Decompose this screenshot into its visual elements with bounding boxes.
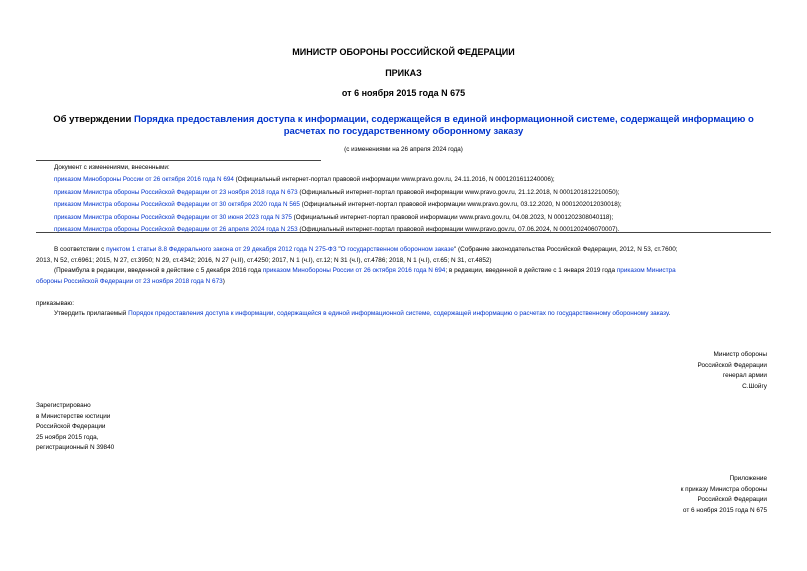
change-link[interactable]: приказом Министра обороны Российской Федерации от 30 октября 2020 года N 565	[54, 201, 300, 209]
law-title-link[interactable]: О государственном оборонном заказе	[340, 246, 454, 253]
change-link[interactable]: приказом Минобороны России от 26 октября 2016 года N 694	[54, 176, 234, 184]
changes-block	[54, 162, 794, 236]
preamble-note-cont: обороны Российской Федерации от 23 ноября 2018 года N 673)	[36, 277, 225, 285]
preamble-line2: 2013, N 52, ст.6961; 2015, N 27, ст.3950; N 29, ст.4342; 2016, N 27 (ч.II), ст.4250; 2017, N 1 (ч.I), ст.12; N 31 (ч.I), ст.4786; 2018, N 1 (ч.I), ст.65; N 31, ст.4852)	[36, 256, 492, 264]
order-word: приказываю:	[36, 300, 74, 307]
change-item: приказом Министра обороны Российской Федерации от 26 апреля 2024 года N 253 (Официальный интернет-портал правовой информации www.pravo.gov.ru, 07.06.2024, N 0001202406070007).	[54, 226, 620, 234]
top-divider	[36, 160, 321, 161]
change-item: приказом Министра обороны Российской Федерации от 30 октября 2020 года N 565 (Официальный интернет-портал правовой информации www.pravo.gov.ru, 03.12.2020, N 0001202012030018);	[54, 201, 622, 209]
approve-line: Утвердить прилагаемый Порядок предоставления доступа к информации, содержащейся в единой информационной системе, содержащей информацию о расчетах по государственному оборонному заказу.	[54, 310, 671, 317]
appendix-block: Приложение к приказу Министра обороны Российской Федерации от 6 ноября 2015 года N 675	[680, 475, 767, 514]
change-link[interactable]: приказом Министра обороны Российской Федерации от 26 апреля 2024 года N 253	[54, 226, 298, 234]
signature-block: Министр обороны Российской Федерации генерал армии С.Шойгу	[697, 351, 767, 390]
title-link[interactable]: Порядка предоставления доступа к информации, содержащейся в единой информационной системе, содержащей информацию о расчетах по государственному оборонному заказу	[133, 114, 754, 137]
change-item: приказом Министра обороны Российской Федерации от 23 ноября 2018 года N 673 (Официальный интернет-портал правовой информации www.pravo.gov.ru, 21.12.2018, N 0001201812210050);	[54, 188, 620, 196]
change-link[interactable]: приказом Министра обороны Российской Федерации от 30 июня 2023 года N 375	[54, 213, 292, 221]
document-title	[36, 114, 771, 138]
preamble-note: (Преамбула в редакции, введенной в действие с 5 декабря 2016 года приказом Минобороны России от 26 октября 2016 года N 694; в редакции, введенной в действие с 1 января 2019 года приказом Министра	[54, 267, 676, 274]
registration-block: Зарегистрировано в Министерстве юстиции Российской Федерации 25 ноября 2015 года, регистрационный N 39840	[36, 402, 115, 451]
change-link[interactable]: приказом Министра обороны Российской Федерации от 23 ноября 2018 года N 673	[54, 188, 298, 196]
doc-date-number: от 6 ноября 2015 года N 675	[341, 88, 466, 98]
bottom-divider	[36, 232, 771, 233]
amendment-link-2016[interactable]: приказом Минобороны России от 26 октября 2016 года N 694	[262, 267, 446, 274]
preamble	[36, 245, 776, 287]
amendment-link-2018-b[interactable]: обороны Российской Федерации от 23 ноября 2018 года N 673	[36, 277, 223, 285]
procedure-link[interactable]: Порядок предоставления доступа к информации, содержащейся в единой информационной системе, содержащей информацию о расчетах по государственному оборонному заказу	[128, 310, 669, 317]
title-prefix: Об утверждении	[53, 114, 134, 125]
change-item: приказом Минобороны России от 26 октября 2016 года N 694 (Официальный интернет-портал правовой информации www.pravo.gov.ru, 24.11.2016, N 0001201611240006);	[54, 176, 555, 184]
changes-intro: Документ с изменениями, внесенными:	[54, 164, 170, 171]
preamble-line1: В соответствии с пунктом 1 статьи 8.8 Федерального закона от 29 декабря 2012 года N 275-ФЗ "О государственном оборонном заказе" (Собрание законодательства Российской Федерации, 2012, N 53, ст.7600;	[54, 246, 678, 253]
doc-type: ПРИКАЗ	[385, 68, 422, 78]
amendment-link-2018-a[interactable]: приказом Министра	[616, 267, 676, 274]
change-item: приказом Министра обороны Российской Федерации от 30 июня 2023 года N 375 (Официальный интернет-портал правовой информации www.pravo.gov.ru, 04.08.2023, N 0001202308040118);	[54, 213, 614, 221]
law-article-link[interactable]: пунктом 1 статьи 8.8 Федерального закона от 29 декабря 2012 года N 275-ФЗ	[106, 246, 337, 253]
revision-note: (с изменениями на 26 апреля 2024 года)	[344, 146, 463, 153]
ministry-heading: МИНИСТР ОБОРОНЫ РОССИЙСКОЙ ФЕДЕРАЦИИ	[292, 47, 515, 57]
